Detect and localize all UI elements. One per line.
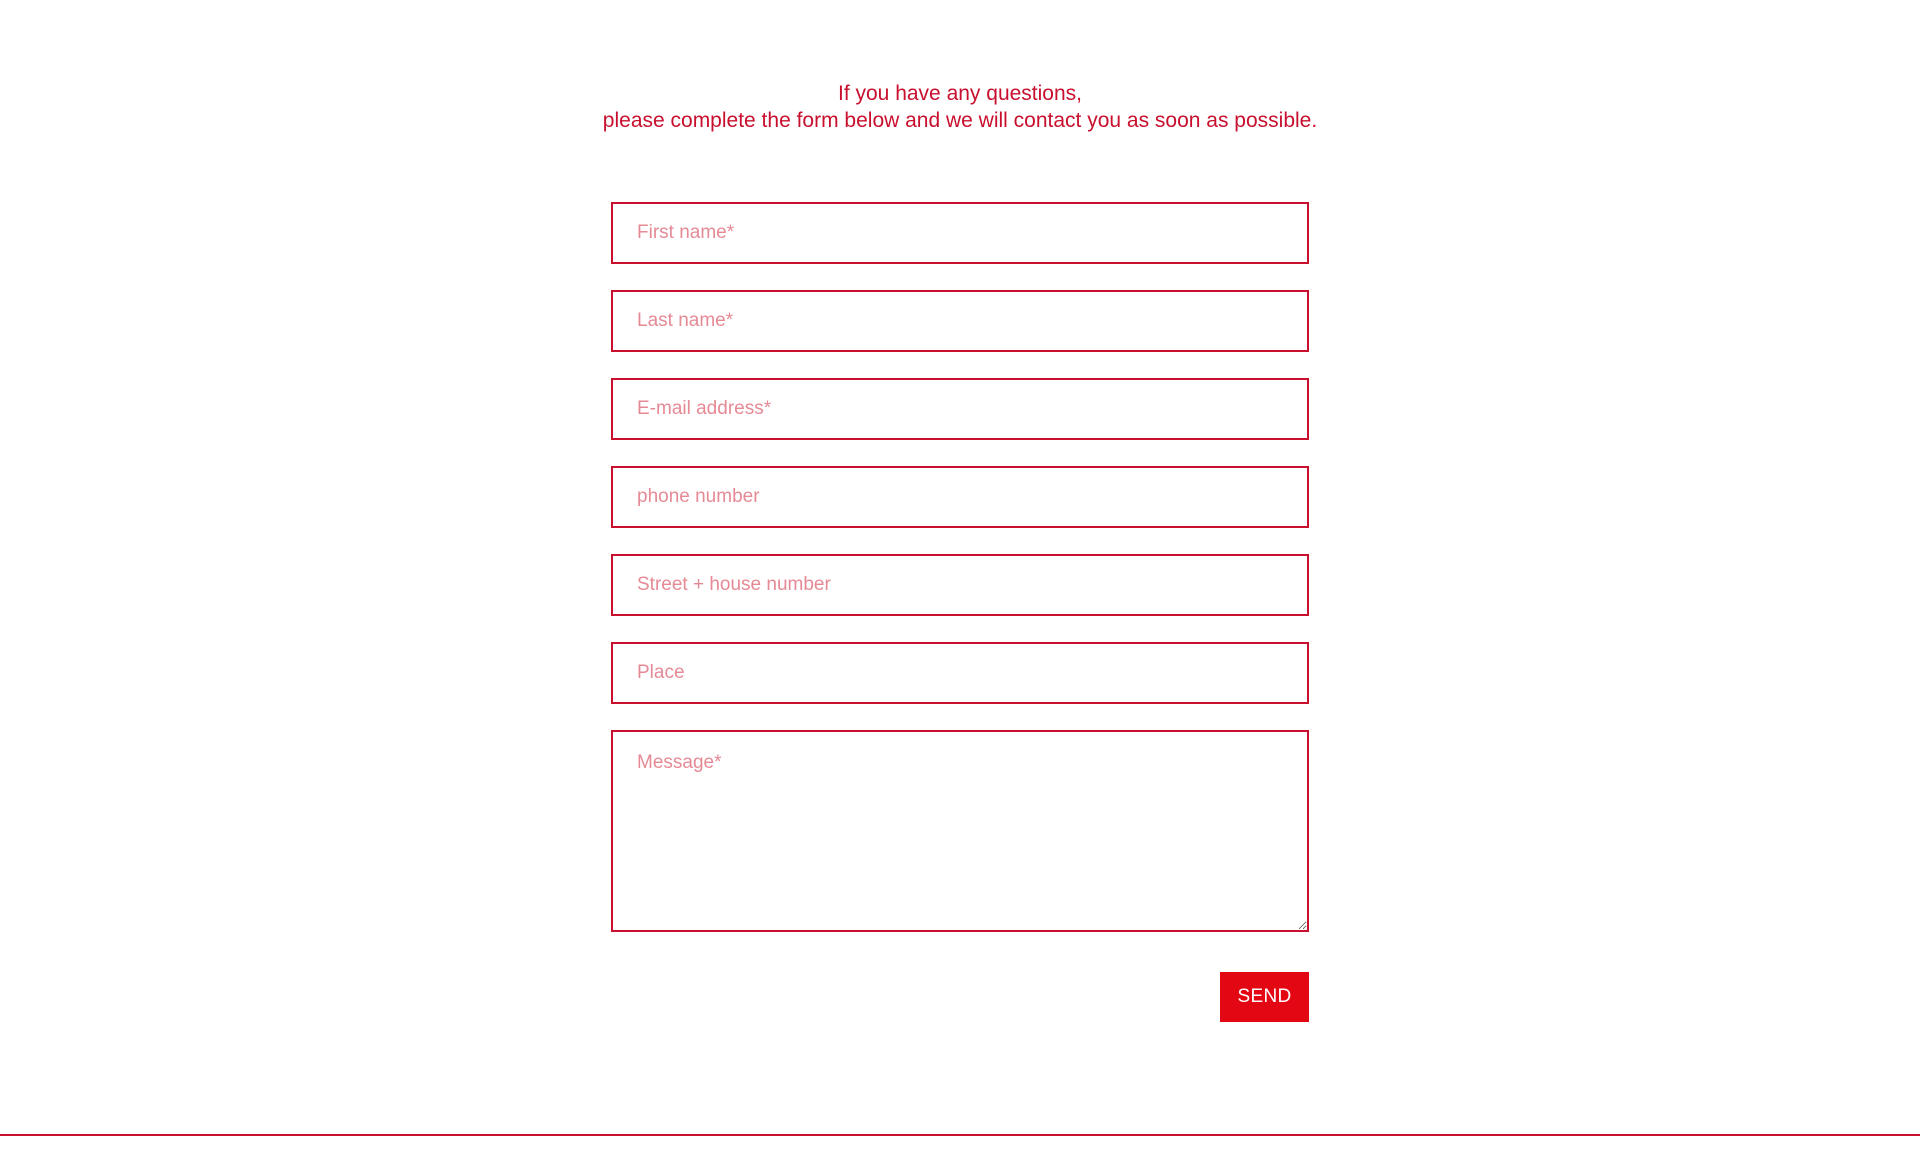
contact-intro bbox=[0, 80, 1920, 134]
street-input[interactable] bbox=[611, 554, 1309, 616]
email-input[interactable] bbox=[611, 378, 1309, 440]
intro-line-1: If you have any questions, bbox=[838, 82, 1082, 105]
contact-form bbox=[611, 202, 1309, 1022]
last-name-input[interactable] bbox=[611, 290, 1309, 352]
message-textarea[interactable] bbox=[611, 730, 1309, 932]
phone-input[interactable] bbox=[611, 466, 1309, 528]
intro-line-2: please complete the form below and we will contact you as soon as possible. bbox=[602, 109, 1318, 132]
footer-divider bbox=[0, 1134, 1920, 1136]
form-actions bbox=[611, 972, 1309, 1022]
place-input[interactable] bbox=[611, 642, 1309, 704]
send-button[interactable]: SEND bbox=[1220, 972, 1309, 1022]
first-name-input[interactable] bbox=[611, 202, 1309, 264]
